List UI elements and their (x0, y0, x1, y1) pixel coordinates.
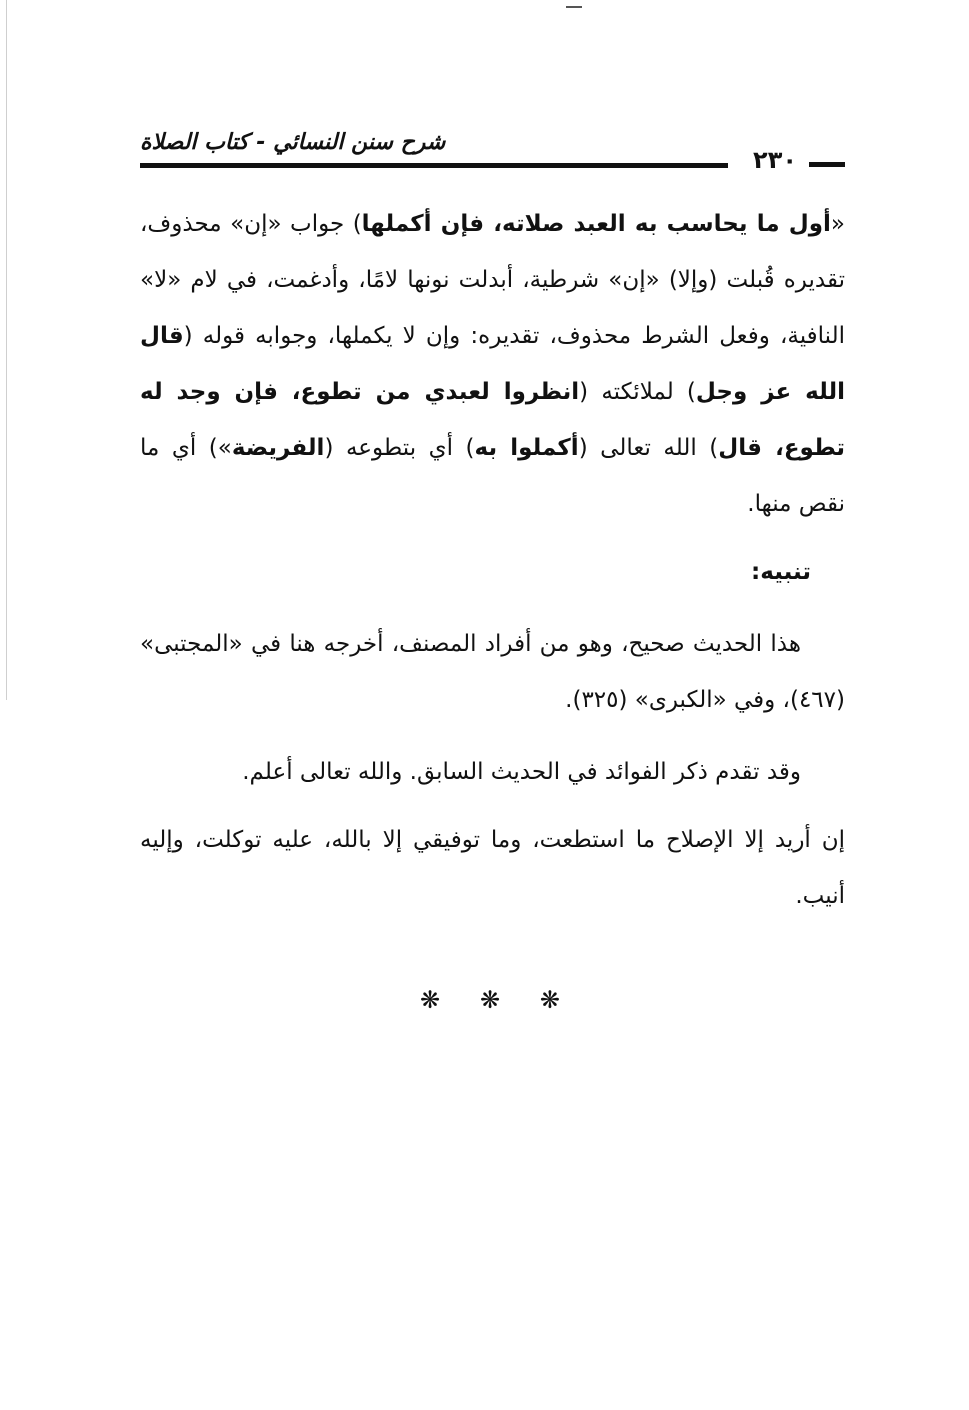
section-heading: تنبيه: (751, 559, 811, 585)
scan-edge-line (6, 0, 7, 700)
page-number: ٢٣٠ (753, 146, 797, 174)
text-segment: ) الله تعالى ( (578, 435, 719, 461)
closing-paragraph: وقد تقدم ذكر الفوائد في الحديث السابق. والله تعالى أعلم. (242, 759, 801, 785)
text-segment: ) أي بتطوعه ( (324, 435, 475, 461)
hadith-text: أول ما يحاسب به العبد صلاته، فإن أكملها (361, 211, 831, 237)
page-header (140, 120, 845, 180)
page-number-dash (809, 162, 845, 167)
scan-mark (566, 6, 582, 8)
hadith-text: انظروا لعبدي من تطوع، فإن وجد له تطوع، قال (140, 379, 846, 461)
section-ornament (420, 980, 560, 1020)
hadith-text: أكملوا به (474, 435, 579, 461)
header-rule (140, 163, 728, 168)
text-segment: « (830, 211, 845, 237)
running-title: شرح سنن النسائي - كتاب الصلاة (140, 130, 446, 155)
hadith-text: الفريضة (231, 435, 325, 461)
text-segment: ) لملائكته ( (579, 379, 696, 405)
hadith-text: قال الله عز وجل (140, 323, 845, 405)
asterism-icon: ❋ (420, 986, 441, 1014)
asterism-icon: ❋ (539, 986, 560, 1014)
text-segment: ») أي ما نقص منها. (140, 435, 845, 517)
commentary-paragraph (140, 196, 845, 532)
asterism-icon: ❋ (479, 986, 501, 1014)
text-segment: ) جواب «إن» محذوف، تقديره قُبلت (وإلا) «إن» شرطية، أبدلت نونها لامًا، وأدغمت، في لام «لا» النافية، وفعل الشرط محذوف، تقديره: وإن لا يكملها، وجوابه قوله ( (140, 211, 845, 349)
takhrij-paragraph: هذا الحديث صحيح، وهو من أفراد المصنف، أخرجه هنا في «المجتبى» (٤٦٧)، وفي «الكبرى» (٣٢٥). (140, 631, 845, 713)
page-body (140, 196, 845, 924)
dua-paragraph: إن أريد إلا الإصلاح ما استطعت، وما توفيقي إلا بالله، عليه توكلت، وإليه أنيب. (140, 827, 845, 909)
